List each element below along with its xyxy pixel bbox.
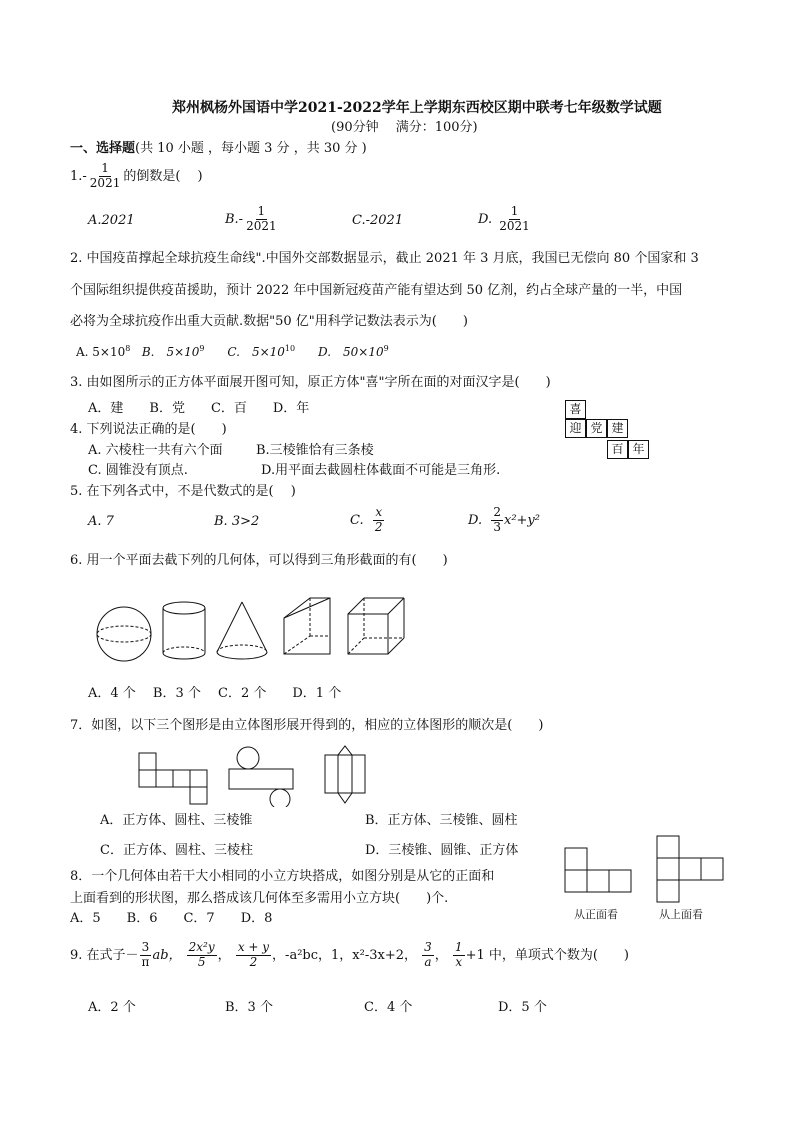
q5-d-fraction <box>491 506 503 535</box>
q1-d-den: 2021 <box>499 218 530 233</box>
q4-option-a: A. 六棱柱一共有六个面 <box>88 443 223 458</box>
exam-title: 郑州枫杨外国语中学2021-2022学年上学期东西校区期中联考七年级数学试题 <box>172 100 662 116</box>
q9-f1-den: π <box>141 954 150 969</box>
q9-frac-5 <box>453 941 465 970</box>
q9-frac-3 <box>236 941 271 970</box>
q9-f5-num: 1 <box>454 940 463 954</box>
q9-f2-num: 2x²y <box>188 940 215 954</box>
q2-line-2: 个国际组织提供疫苗援助，预计 2022 年中国新冠疫苗产能有望达到 50 亿剂，约占全球产量的一半，中国 <box>70 283 683 298</box>
q6-solids-figure <box>96 596 416 666</box>
q9-f5-den: x <box>455 954 463 969</box>
q1-b-num: 1 <box>257 204 266 218</box>
q1-number: 1.- <box>70 168 87 184</box>
net-cell: 建 <box>607 419 628 438</box>
q7-option-c: C．正方体、圆柱、三棱柱 <box>100 843 253 858</box>
top-view-caption: 从上面看 <box>659 908 703 921</box>
q7-option-d: D．三棱锥、圆锥、正方体 <box>365 843 519 858</box>
q9-stem <box>70 941 629 970</box>
q9-f3-num: x + y <box>237 940 270 954</box>
q1-d-label: D. <box>478 211 493 227</box>
q7-option-b: B．正方体、三棱锥、圆柱 <box>365 813 518 828</box>
q9-f4-num: 3 <box>424 940 432 954</box>
q1-d-num: 1 <box>510 204 519 218</box>
net-cell: 百 <box>607 440 628 459</box>
q2-options <box>76 344 389 359</box>
q9-frac-1 <box>140 941 152 970</box>
q2-line-3: 必将为全球抗疫作出重大贡献.数据"50 亿"用科学记数法表示为( ) <box>70 314 468 329</box>
q9-f2-den: 5 <box>197 954 206 969</box>
q4-option-d: D.用平面去截圆柱体截面不可能是三角形. <box>261 463 501 478</box>
q3-options: A．建 B．党 C．百 D．年 <box>88 401 310 416</box>
q6-stem: 6. 用一个平面去截下列的几何体，可以得到三角形截面的有( ) <box>70 553 448 568</box>
q5-option-a: A. 7 <box>88 514 114 529</box>
q9-term-3: ，-a²bc，1，x²-3x+2， <box>272 947 417 963</box>
q1-option-c: C.-2021 <box>352 213 404 228</box>
net-cell: 喜 <box>565 400 586 419</box>
front-view-caption: 从正面看 <box>574 908 618 921</box>
q7-stem: 7．如图，以下三个图形是由立体图形展开得到的，相应的立体图形的顺次是( ) <box>70 718 544 733</box>
q5-option-b: B. 3>2 <box>214 514 260 529</box>
q5-c-label: C. <box>350 512 364 528</box>
q1-b-label: B.- <box>225 211 244 227</box>
q1-frac-den: 2021 <box>89 175 121 190</box>
q5-d-expr: x²+y² <box>504 512 540 528</box>
net-cell: 年 <box>628 440 649 459</box>
q5-c-num: x <box>375 505 383 519</box>
q5-option-c <box>350 506 386 535</box>
q5-c-den: 2 <box>374 519 383 534</box>
q1-b-fraction <box>244 205 279 234</box>
section-heading <box>70 141 367 157</box>
q5-option-d <box>468 506 540 535</box>
q1-option-a: A.2021 <box>88 213 135 228</box>
q2-option-c: C. 5×10 <box>227 345 285 359</box>
q7-nets-figure <box>135 745 375 807</box>
q9-term-1: ab， <box>152 947 182 963</box>
q2-option-a: A. 5×10 <box>76 345 126 359</box>
net-cell: 迎 <box>565 419 586 438</box>
q9-term-5: +1 中，单项式个数为( ) <box>465 947 630 963</box>
q5-c-fraction <box>373 506 385 535</box>
q9-prefix: 9. 在式子－ <box>70 947 139 963</box>
q5-d-den: 3 <box>493 519 501 534</box>
question-1-stem <box>70 162 203 191</box>
q7-option-a: A．正方体、圆柱、三棱锥 <box>100 813 253 828</box>
q2-option-d: D. 50×10 <box>318 345 384 359</box>
q9-f1-num: 3 <box>141 940 150 954</box>
q4-stem: 4. 下列说法正确的是( ) <box>70 422 227 437</box>
net-cell: 党 <box>586 419 607 438</box>
q9-option-d: D．5 个 <box>498 1000 547 1015</box>
q2-a-exp: 8 <box>125 344 131 353</box>
q8-line-2: 上面看到的形状图，那么搭成该几何体至多需用小立方块( )个. <box>70 891 449 906</box>
q6-options: A．4 个 B．3 个 C．2 个 D．1 个 <box>88 686 342 701</box>
q8-views-figure <box>562 834 732 909</box>
q9-frac-2 <box>187 941 217 970</box>
q9-f4-den: a <box>424 954 432 969</box>
q9-option-b: B．3 个 <box>225 1000 273 1015</box>
q1-stem-text: 的倒数是( ) <box>123 168 203 184</box>
q1-option-b <box>225 205 280 234</box>
q2-c-exp: 10 <box>284 344 296 353</box>
q3-stem: 3. 由如图所示的正方体平面展开图可知，原正方体"喜"字所在面的对面汉字是( ) <box>70 375 551 390</box>
q5-d-label: D. <box>468 512 483 528</box>
section-title: 一、选择题 <box>70 141 136 156</box>
q9-term-2: ， <box>217 947 231 963</box>
q2-d-exp: 9 <box>383 344 389 353</box>
q9-f3-den: 2 <box>249 954 258 969</box>
q4-option-c: C. 圆锥没有顶点. <box>88 463 188 478</box>
q9-option-a: A．2 个 <box>88 1000 136 1015</box>
q2-option-b: B. 5×10 <box>141 345 200 359</box>
q1-fraction <box>88 162 123 191</box>
q5-d-num: 2 <box>493 505 501 519</box>
q2-b-exp: 9 <box>199 344 205 353</box>
exam-subtitle: (90分钟 满分：100分) <box>331 120 478 135</box>
q9-option-c: C．4 个 <box>364 1000 413 1015</box>
q1-d-fraction <box>497 205 532 234</box>
q9-frac-4 <box>422 941 434 970</box>
q2-line-1: 2. 中国疫苗撑起全球抗疫生命线".中国外交部数据显示，截止 2021 年 3 月底，我国已无偿向 80 个国家和 3 <box>70 251 699 266</box>
q1-option-d <box>478 205 533 234</box>
q8-line-1: 8．一个几何体由若干大小相同的小立方块搭成，如图分别是从它的正面和 <box>70 869 495 884</box>
q9-term-4: ， <box>434 947 448 963</box>
q4-option-b: B.三棱锥恰有三条棱 <box>256 443 374 458</box>
q5-stem: 5. 在下列各式中，不是代数式的是( ) <box>70 484 296 499</box>
section-note: (共 10 小题 ，每小题 3 分 ，共 30 分 ) <box>135 141 367 156</box>
q1-b-den: 2021 <box>246 218 277 233</box>
q1-frac-num: 1 <box>101 161 109 175</box>
q8-options: A．5 B．6 C．7 D．8 <box>70 911 273 926</box>
